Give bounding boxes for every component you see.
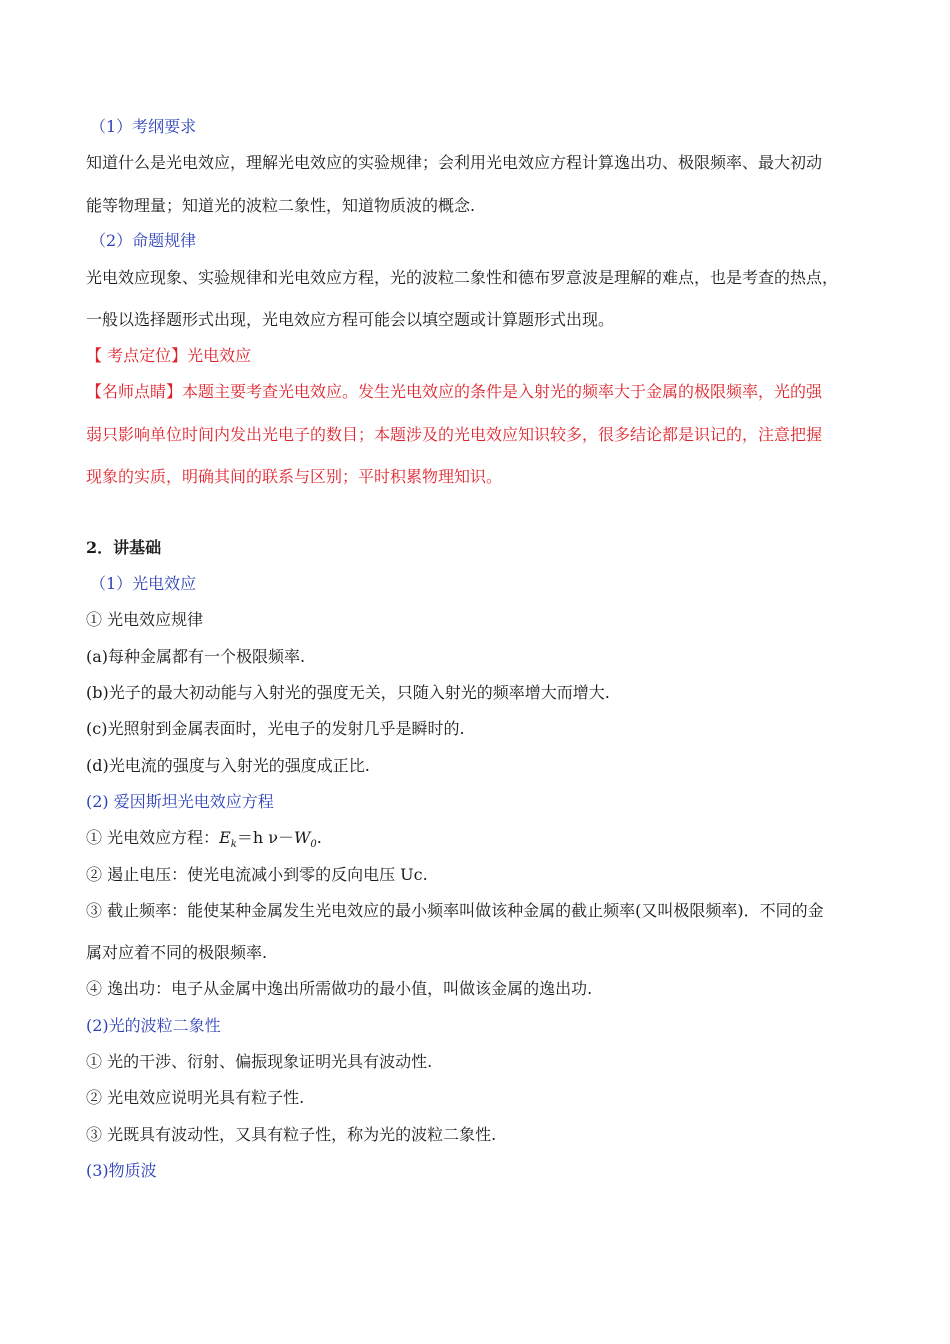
law-item-b: (b)光子的最大初动能与入射光的强度无关，只随入射光的频率增大而增大.	[86, 683, 610, 702]
document-page	[86, 0, 886, 1344]
duality-item-2: ② 光电效应说明光具有粒子性.	[86, 1088, 305, 1107]
equation-w-subscript: 0	[310, 839, 317, 851]
teacher-note-line2: 弱只影响单位时间内发出光电子的数目；本题涉及的光电效应知识较多，很多结论都是识记的，注意把握	[86, 425, 823, 444]
requirements-text-line1: 知道什么是光电效应，理解光电效应的实验规律；会利用光电效应方程计算逸出功、极限频率、最大初动	[86, 153, 823, 172]
equation-ek: E	[219, 828, 231, 847]
basics-title: 2．讲基础	[86, 538, 162, 557]
work-function: ④ 逸出功：电子从金属中逸出所需做功的最小值，叫做该金属的逸出功.	[86, 979, 593, 998]
equation-prefix: ① 光电效应方程：	[86, 828, 220, 847]
stop-voltage: ② 遏止电压：使光电流减小到零的反向电压 Uc.	[86, 865, 428, 884]
cutoff-frequency-line2: 属对应着不同的极限频率.	[86, 943, 268, 962]
duality-item-1: ① 光的干涉、衍射、偏振现象证明光具有波动性.	[86, 1052, 433, 1071]
cutoff-frequency-line1: ③ 截止频率：能使某种金属发生光电效应的最小频率叫做该种金属的截止频率(又叫极限频率)．不同的金	[86, 901, 824, 920]
einstein-heading: (2) 爱因斯坦光电效应方程	[86, 792, 274, 811]
photoelectric-equation	[86, 828, 322, 855]
exam-point-location: 【 考点定位】光电效应	[86, 346, 252, 365]
equation-end: .	[316, 828, 322, 847]
pattern-text-line2: 一般以选择题形式出现，光电效应方程可能会以填空题或计算题形式出现。	[86, 310, 615, 329]
requirements-heading: （1）考纲要求	[90, 117, 197, 136]
equation-middle: ＝h ν－	[236, 828, 294, 847]
duality-item-3: ③ 光既具有波动性，又具有粒子性，称为光的波粒二象性.	[86, 1125, 497, 1144]
photoelectric-heading: （1）光电效应	[90, 574, 197, 593]
requirements-text-line2: 能等物理量；知道光的波粒二象性，知道物质波的概念.	[86, 196, 476, 215]
law-heading: ① 光电效应规律	[86, 610, 204, 629]
pattern-text-line1: 光电效应现象、实验规律和光电效应方程，光的波粒二象性和德布罗意波是理解的难点，也是考查的热点，	[86, 268, 839, 287]
duality-heading: (2)光的波粒二象性	[86, 1016, 221, 1035]
matter-wave-heading: (3)物质波	[86, 1161, 157, 1180]
pattern-heading: （2）命题规律	[90, 231, 197, 250]
teacher-note-line3: 现象的实质，明确其间的联系与区别；平时积累物理知识。	[86, 467, 503, 486]
teacher-note-line1: 【名师点睛】本题主要考查光电效应。发生光电效应的条件是入射光的频率大于金属的极限频率，光的强	[86, 382, 823, 401]
equation-ek-subscript: k	[230, 839, 237, 851]
law-item-c: (c)光照射到金属表面时，光电子的发射几乎是瞬时的.	[86, 719, 465, 738]
law-item-d: (d)光电流的强度与入射光的强度成正比.	[86, 756, 370, 775]
law-item-a: (a)每种金属都有一个极限频率.	[86, 647, 306, 666]
equation-w: W	[293, 828, 311, 847]
